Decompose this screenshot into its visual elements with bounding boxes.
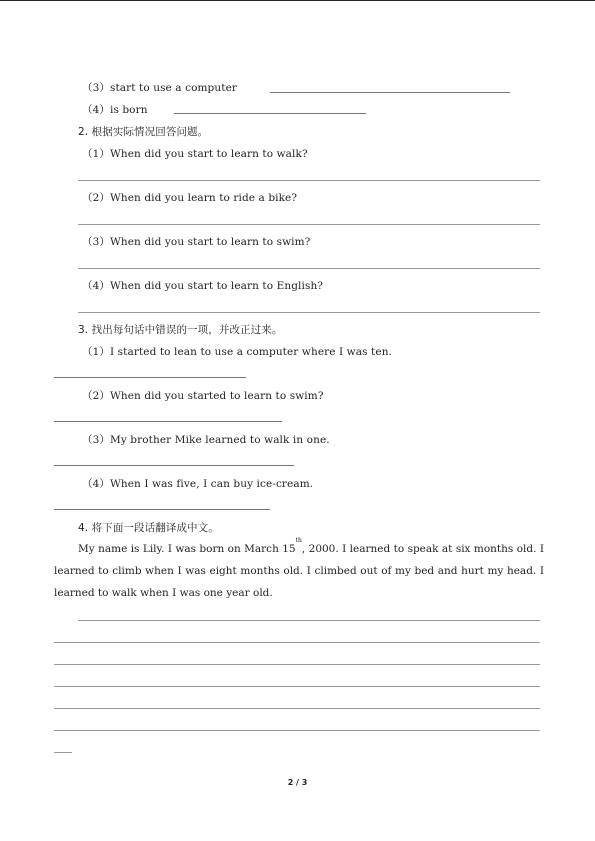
page-number: 2 / 3 <box>287 778 308 787</box>
q3-item-1: （1）I started to lean to use a computer where I was ten. <box>82 346 392 358</box>
q4-answer-line-1[interactable] <box>78 620 540 621</box>
q3-item-1-answer-line[interactable] <box>54 377 246 378</box>
q3-item-3-answer-line[interactable] <box>54 465 294 466</box>
q4-passage: My name is Lily. I was born on March 15th, 2000. I learned to speak at six months old. I learned to climb when I was eight months old. I climbed out of my bed and hurt my head. I learned to walk when I was one year old. <box>54 537 545 599</box>
q2-item-3: （3）When did you start to learn to swim? <box>82 236 311 248</box>
q4-answer-line-3[interactable] <box>54 664 540 665</box>
q2-item-4: （4）When did you start to learn to English? <box>82 280 324 292</box>
q2-item-1-answer-line[interactable] <box>78 180 540 181</box>
q4-answer-line-7[interactable] <box>54 752 72 753</box>
q3-item-2: （2）When did you started to learn to swim? <box>82 390 324 402</box>
q4-answer-line-5[interactable] <box>54 708 540 709</box>
q4-title: 4. 将下面一段话翻译成中文。 <box>78 522 219 534</box>
q4-answer-line-2[interactable] <box>54 642 540 643</box>
page-top-rule <box>0 0 595 1</box>
q2-item-4-answer-line[interactable] <box>78 312 540 313</box>
q3-item-2-answer-line[interactable] <box>54 421 282 422</box>
q1-item-4-answer-line[interactable] <box>174 113 366 114</box>
q2-item-2: （2）When did you learn to ride a bike? <box>82 192 298 204</box>
q2-item-1: （1）When did you start to learn to walk? <box>82 148 308 160</box>
q3-item-4-answer-line[interactable] <box>54 509 270 510</box>
q3-item-4: （4）When I was five, I can buy ice-cream. <box>82 478 314 490</box>
q1-item-4: （4）is born <box>82 104 148 116</box>
q2-item-2-answer-line[interactable] <box>78 224 540 225</box>
q4-answer-line-4[interactable] <box>54 686 540 687</box>
q2-item-3-answer-line[interactable] <box>78 268 540 269</box>
q4-answer-line-6[interactable] <box>54 730 540 731</box>
q3-title: 3. 找出每句话中错误的一项，并改正过来。 <box>78 324 283 336</box>
q2-title: 2. 根据实际情况回答问题。 <box>78 126 209 138</box>
q1-item-3-answer-line[interactable] <box>270 92 510 93</box>
q1-item-3: （3）start to use a computer <box>82 82 237 94</box>
q3-item-3: （3）My brother Mike learned to walk in one. <box>82 434 330 446</box>
